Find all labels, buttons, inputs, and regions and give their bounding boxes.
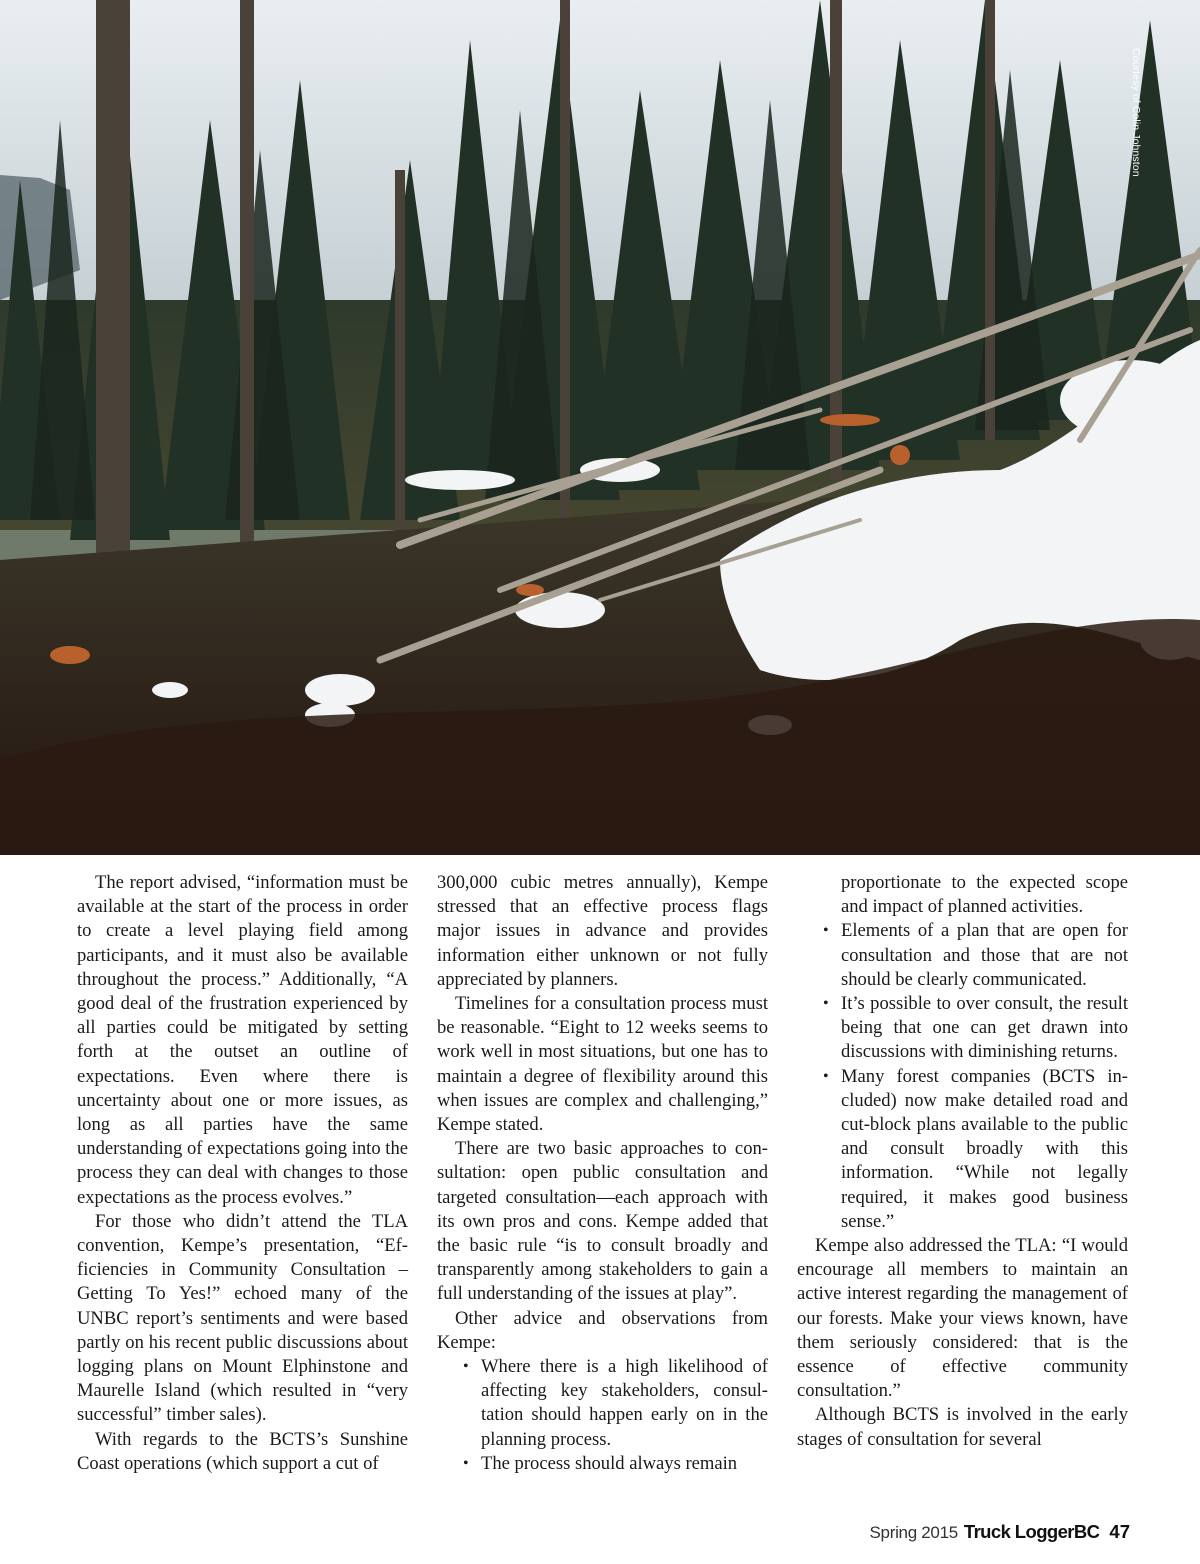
page-number: 47: [1109, 1521, 1130, 1542]
list-item: [437, 1452, 768, 1476]
list-item: [797, 992, 1128, 1065]
article-column-3: [797, 871, 1128, 1452]
list-item-text: Elements of a plan that are open for consultation and those that are not should be clearly communicated.: [841, 920, 1128, 990]
list-item-text: It’s possible to over consult, the result being that one can get drawn into discussions with diminishing returns.: [841, 993, 1128, 1063]
bullet-icon: •: [463, 1358, 469, 1376]
issue-date: Spring 2015: [869, 1523, 958, 1542]
paragraph: With regards to the BCTS’s Sunshine Coast operations (which support a cut of: [77, 1428, 408, 1474]
list-item-text: Many forest companies (BCTS included) now make detailed road and cut-block plans available to the public and consult broadly with this information. “While not legally required, it makes good business sense.”: [841, 1065, 1128, 1232]
paragraph: Kempe also addressed the TLA: “I would encourage all members to maintain an active interest regarding the management of our forests. Make your views known, have them seriously considered: that is the essence of effective community consultation.”: [797, 1235, 1128, 1402]
list-item: [437, 1355, 768, 1452]
article-column-1: [77, 871, 408, 1476]
article-column-2: [437, 871, 768, 1476]
bullet-icon: •: [463, 1454, 469, 1472]
bullet-list: [437, 1355, 768, 1476]
list-item-text: Where there is a high likelihood of affecting key stakeholders, consultation should happen early on in the planning process.: [481, 1356, 768, 1450]
paragraph: Although BCTS is involved in the early stages of consultation for several: [797, 1404, 1128, 1450]
bullet-icon: •: [823, 995, 829, 1013]
paragraph: There are two basic approaches to consultation: open public consultation and targeted consultation—each approach with its own pros and cons. Kempe added that the basic rule “is to consult broadly and transparently among stakeholders to gain a full understanding of the issues at play”.: [437, 1138, 768, 1305]
paragraph: Other advice and observations from Kempe:: [437, 1307, 768, 1353]
list-item: [797, 1065, 1128, 1234]
paragraph: Timelines for a consultation process must be reasonable. “Eight to 12 weeks seems to work well in most situations, but one has to maintain a degree of flexibility around this when issues are complex and challenging,” Kempe stated.: [437, 993, 768, 1136]
photo-credit: Courtesy of Colin Johnston: [1130, 48, 1142, 177]
list-item-continuation: proportionate to the expected scope and impact of planned activities.: [841, 872, 1128, 918]
bullet-list: [797, 919, 1128, 1234]
list-item: [797, 919, 1128, 992]
paragraph: The report advised, “information must be available at the start of the process in order to create a level playing field among participants, and it must also be available throughout the process.” Additionally, “A good deal of the frustration experienced by all parties could be mitigated by setting forth at the outset an outline of expectations. Even where there is uncertainty about one or more issues, as long as all parties have the same understanding of expectations going into the process they can deal with changes to those expectations as the process evolves.”: [77, 872, 409, 1208]
page-footer: [840, 1521, 1130, 1547]
paragraph: For those who didn’t attend the TLA convention, Kempe’s presentation, “Efficiencies in Community Consultation – Getting To Yes!” echoed many of the UNBC report’s sentiments and were based partly on his recent public discussions about logging plans on Mount Elphinstone and Maurelle Island (which resulted in “very successful” timber sales).: [77, 1210, 408, 1426]
list-item-text: The process should always remain: [481, 1452, 738, 1474]
magazine-title: Truck LoggerBC: [963, 1521, 1100, 1542]
bullet-icon: •: [823, 922, 829, 940]
paragraph: 300,000 cubic metres annually), Kempe stressed that an effective process flags major issues in advance and provides information either unknown or not fully appreciated by planners.: [437, 872, 768, 990]
bullet-icon: •: [823, 1067, 829, 1085]
